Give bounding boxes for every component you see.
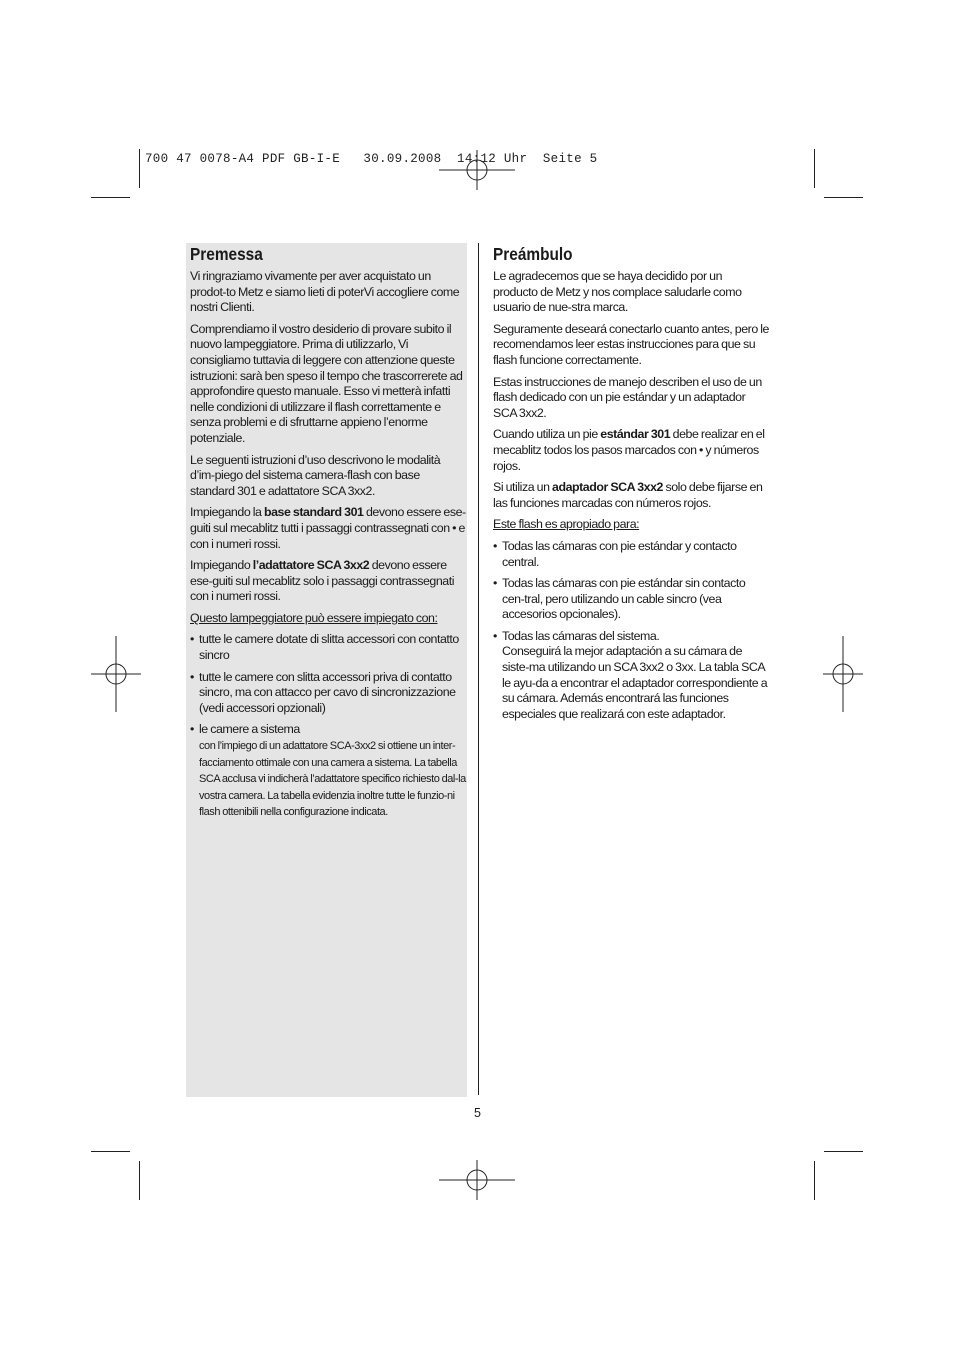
spanish-list-item-text: Todas las cámaras con pie estándar y contacto central. xyxy=(502,538,737,569)
column-divider xyxy=(478,243,479,1095)
italian-list-item-body xyxy=(199,722,466,821)
italian-paragraph-5 xyxy=(190,558,466,605)
italian-paragraph-3: Le seguenti istruzioni d’uso descrivono le modalità d’im-piego del sistema camera-flash con base standard 301 e adattatore SCA 3xx2. xyxy=(190,452,441,498)
italian-title: Premessa xyxy=(190,244,263,264)
spanish-list-item xyxy=(493,539,769,570)
spanish-p4-text-c: debe realizar en el mecablitz todos los pasos marcados con • y números rojos. xyxy=(493,427,765,473)
spanish-list-item xyxy=(493,629,769,723)
italian-list-item-text: le camere a sistema xyxy=(199,722,300,737)
spanish-title: Preámbulo xyxy=(493,244,573,264)
italian-p5-text-c: devono essere ese-guiti sul mecablitz solo i passaggi contrassegnati con i numeri rossi. xyxy=(190,558,455,604)
italian-p5-bold: l’adattatore SCA 3xx2 xyxy=(252,558,370,573)
crop-mark-top-right-vertical xyxy=(814,149,815,188)
crop-mark-top-left-horizontal xyxy=(91,197,130,198)
bullet-icon: • xyxy=(493,576,497,591)
italian-column xyxy=(190,243,466,827)
bullet-icon: • xyxy=(190,722,194,737)
bullet-icon: • xyxy=(493,628,497,643)
spanish-p4-text-a: Cuando utiliza un pie xyxy=(493,427,601,442)
spanish-list-item-detail: Conseguirá la mejor adaptación a su cámara de siste-ma utilizando un SCA 3xx2 o 3xx. La tabla SCA le ayu-da a encontrar el adaptador correspondiente a su cámara. Además encontrará las funciones especiales que realizará con este adaptador. xyxy=(502,644,768,721)
spanish-paragraph-4 xyxy=(493,427,769,474)
italian-list-item-text: tutte le camere dotate di slitta accessori con contatto sincro xyxy=(199,632,459,663)
italian-list-item-text: tutte le camere con slitta accessori priva di contatto sincro, ma con attacco per cavo di sincronizzazione (vedi accessori opzionali) xyxy=(199,669,456,715)
crop-mark-bottom-right-horizontal xyxy=(824,1151,863,1152)
registration-mark-top-icon xyxy=(439,132,515,208)
registration-mark-left-icon xyxy=(91,636,167,712)
crop-mark-top-left-vertical xyxy=(139,149,140,188)
italian-p4-bold: base standard 301 xyxy=(263,505,364,520)
italian-list-item xyxy=(190,670,466,717)
italian-p4-text-c: devono essere ese-guiti sul mecablitz tutti i passaggi contrassegnati con • e con i numeri rossi. xyxy=(190,505,466,551)
spanish-p4-bold: estándar 301 xyxy=(600,427,671,442)
crop-mark-top-right-horizontal xyxy=(824,197,863,198)
crop-mark-bottom-left-horizontal xyxy=(91,1151,130,1152)
crop-mark-bottom-right-vertical xyxy=(814,1161,815,1200)
bullet-icon: • xyxy=(190,669,194,684)
italian-list-title: Questo lampeggiatore può essere impiegato con: xyxy=(190,610,438,625)
spanish-list-item-body xyxy=(502,629,769,723)
crop-mark-bottom-left-vertical xyxy=(139,1161,140,1200)
italian-p4-text-a: Impiegando la xyxy=(190,505,264,520)
spanish-list-item-text: Todas las cámaras con pie estándar sin contacto cen-tral, pero utilizando un cable sincro (vea accesorios opcionales). xyxy=(502,576,746,622)
bullet-icon: • xyxy=(493,538,497,553)
registration-mark-right-icon xyxy=(817,636,893,712)
spanish-paragraph-3: Estas instrucciones de manejo describen el uso de un flash dedicado con un pie estándar y un adaptador SCA 3xx2. xyxy=(493,374,762,420)
italian-list-item xyxy=(190,632,466,663)
italian-paragraph-2: Comprendiamo il vostro desiderio di provare subito il nuovo lampeggiatore. Prima di utilizzarlo, Vi consigliamo tuttavia di leggere con attenzione queste istruzioni: sarà ben speso il tempo che trascorrerete ad approfondire questo manuale. Esso vi metterà infatti nelle condizioni di utilizzare il flash correttamente e senza problemi e di sfruttarne appieno l’enorme potenziale. xyxy=(190,321,463,445)
spanish-column xyxy=(493,243,769,728)
spanish-p5-text-c: solo debe fijarse en las funciones marcadas con números rojos. xyxy=(493,480,763,510)
spanish-paragraph-5 xyxy=(493,480,769,511)
spanish-paragraph-1: Le agradecemos que se haya decidido por un producto de Metz y nos complace saludarle como usuario de nue-stra marca. xyxy=(493,269,742,315)
spanish-list-item xyxy=(493,576,769,623)
italian-paragraph-4 xyxy=(190,505,466,552)
registration-mark-bottom-icon xyxy=(439,1142,515,1218)
italian-list-item-detail: con l’impiego di un adattatore SCA-3xx2 si ottiene un inter-facciamento ottimale con una camera a sistema. La tabella SCA acclusa vi indicherà l’adattatore specifico richiesto dal-la vostra camera. La tabella evidenzia inoltre tutte le funzio-ni flash ottenibili nella configurazione indicata. xyxy=(199,740,466,819)
italian-list-item xyxy=(190,722,466,821)
print-slug: 700 47 0078-A4 PDF GB-I-E 30.09.2008 14:12 Uhr Seite 5 xyxy=(145,152,598,166)
spanish-list-title: Este flash es apropiado para: xyxy=(493,517,640,532)
page-number: 5 xyxy=(474,1106,481,1120)
spanish-list-item-text: Todas las cámaras del sistema. xyxy=(502,628,660,643)
bullet-icon: • xyxy=(190,632,194,647)
spanish-p5-bold: adaptador SCA 3xx2 xyxy=(552,480,663,495)
italian-paragraph-1: Vi ringraziamo vivamente per aver acquistato un prodot-to Metz e siamo lieti di poterVi accogliere come nostri Clienti. xyxy=(190,269,460,315)
spanish-paragraph-2: Seguramente deseará conectarlo cuanto antes, pero le recomendamos leer estas instrucciones para que su flash funcione correctamente. xyxy=(493,321,769,367)
spanish-p5-text-a: Si utiliza un xyxy=(493,480,553,495)
italian-p5-text-a: Impiegando xyxy=(190,558,253,573)
